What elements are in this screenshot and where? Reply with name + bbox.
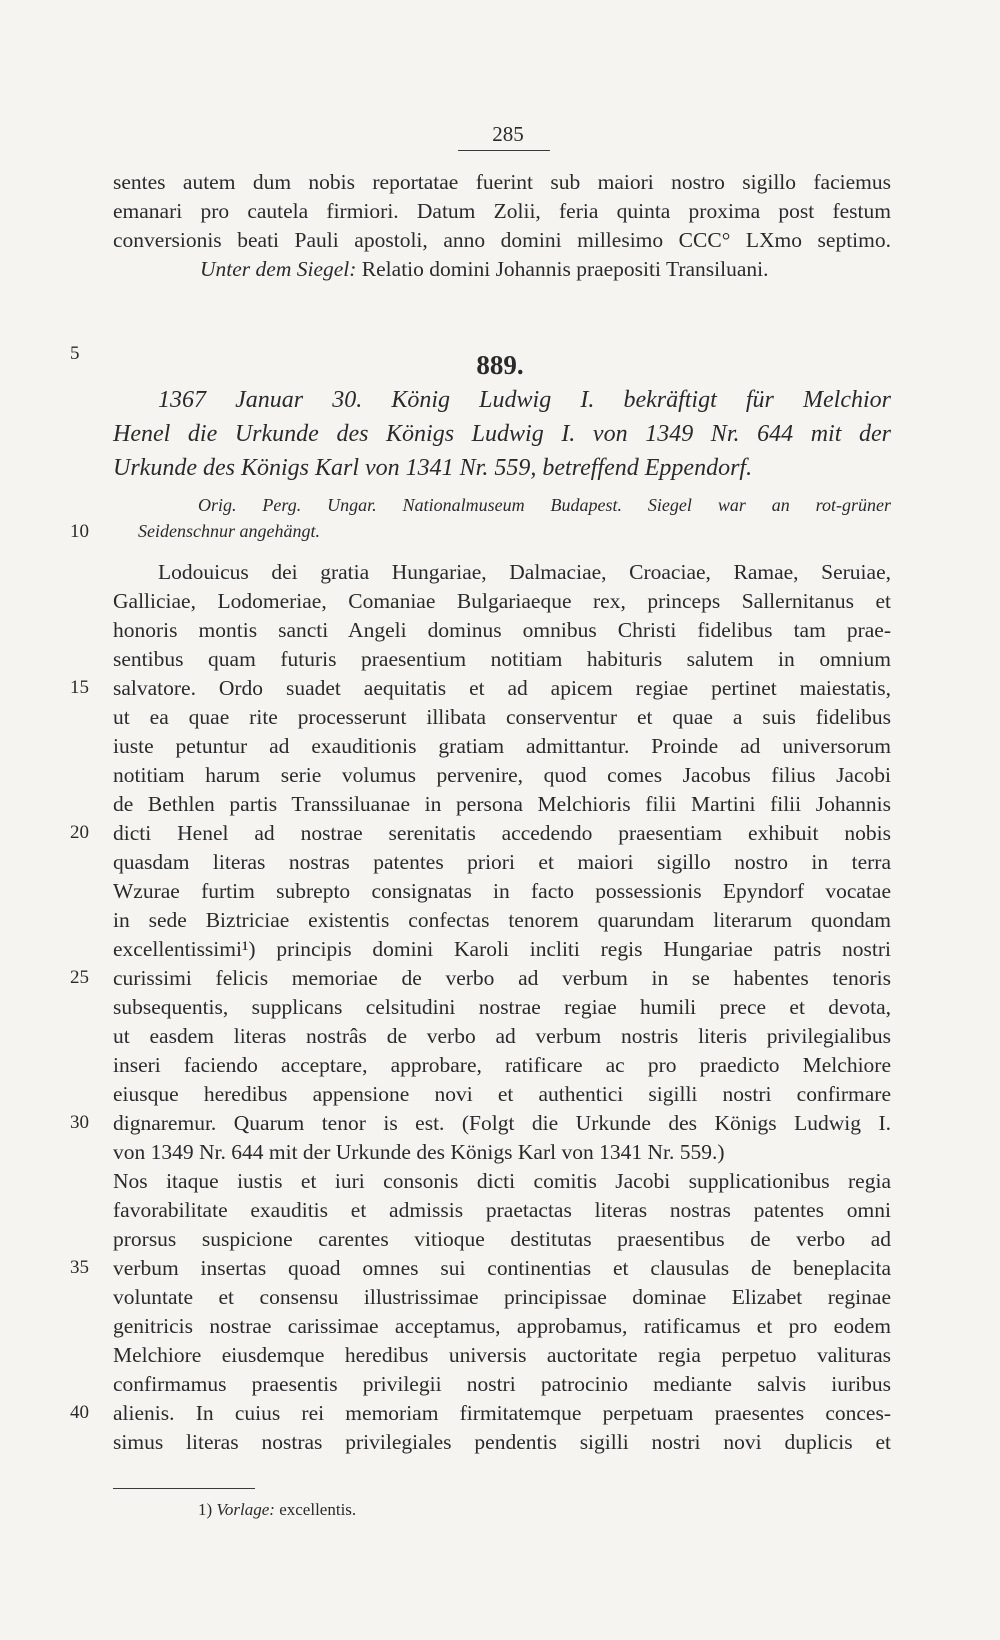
line-number: 30 xyxy=(70,1112,89,1133)
body-line-18: inseri faciendo acceptare, approbare, ratificare ac pro praedicto Melchiore xyxy=(113,1053,891,1077)
body-line-14: excellentissimi¹) principis domini Karoli incliti regis Hungariae patris nostri xyxy=(113,937,891,961)
body-line-21: von 1349 Nr. 644 mit der Urkunde des Königs Karl von 1341 Nr. 559.) xyxy=(113,1140,725,1164)
body-line-8: notitiam harum serie volumus pervenire, quod comes Jacobus filius Jacobi xyxy=(113,763,891,787)
body-line-26: voluntate et consensu illustrissimae principissae dominae Elizabet reginae xyxy=(113,1285,891,1309)
page-number-rule xyxy=(458,150,550,151)
heading-line-3: Urkunde des Königs Karl von 1341 Nr. 559, betreffend Eppendorf. xyxy=(113,455,753,481)
footnote-label: Vorlage: xyxy=(216,1500,275,1519)
under-seal-label: Unter dem Siegel: xyxy=(200,257,357,281)
under-seal-line xyxy=(200,255,891,283)
body-line-24: prorsus suspicione carentes vitioque destitutas praesentibus de verbo ad xyxy=(113,1227,891,1251)
line-number: 5 xyxy=(70,343,80,364)
document-number: 889. xyxy=(476,350,524,380)
line-number: 10 xyxy=(70,521,89,542)
source-line-2: Seidenschnur angehängt. xyxy=(138,521,320,541)
body-line-30: alienis. In cuius rei memoriam firmitatemque perpetuam praesentes conces- xyxy=(113,1401,891,1425)
top-line-1: sentes autem dum nobis reportatae fuerint sub maiori nostro sigillo faciemus xyxy=(113,170,891,194)
body-line-27: genitricis nostrae carissimae acceptamus, approbamus, ratificamus et pro eodem xyxy=(113,1314,891,1338)
body-line-6: ut ea quae rite processerunt illibata conserventur et quae a suis fidelibus xyxy=(113,705,891,729)
footnote-rule xyxy=(113,1488,255,1489)
body-line-25: verbum insertas quoad omnes sui continentias et clausulas de beneplacita xyxy=(113,1256,891,1280)
page-number: 285 xyxy=(492,122,524,146)
top-line-2: emanari pro cautela firmiori. Datum Zolii, feria quinta proxima post festum xyxy=(113,199,891,223)
heading-line-1: 1367 Januar 30. König Ludwig I. bekräftigt für Melchior xyxy=(158,387,891,413)
body-line-10: dicti Henel ad nostrae serenitatis accedendo praesentiam exhibuit nobis xyxy=(113,821,891,845)
body-line-15: curissimi felicis memoriae de verbo ad verbum in se habentes tenoris xyxy=(113,966,891,990)
body-line-23: favorabilitate exauditis et admissis praetactas literas nostras patentes omni xyxy=(113,1198,891,1222)
body-line-9: de Bethlen partis Transsiluanae in persona Melchioris filii Martini filii Johannis xyxy=(113,792,891,816)
line-number: 25 xyxy=(70,967,89,988)
footnote-text: excellentis. xyxy=(279,1500,357,1519)
body-line-17: ut easdem literas nostrâs de verbo ad verbum nostris literis privilegialibus xyxy=(113,1024,891,1048)
body-line-13: in sede Biztriciae existentis confectas tenorem quarundam literarum quondam xyxy=(113,908,891,932)
footnote xyxy=(198,1498,356,1522)
body-line-22: Nos itaque iustis et iuri consonis dicti comitis Jacobi supplicationibus regia xyxy=(113,1169,891,1193)
under-seal-text: Relatio domini Johannis praepositi Transiluani. xyxy=(361,257,769,281)
body-line-28: Melchiore eiusdemque heredibus universis auctoritate regia perpetuo valituras xyxy=(113,1343,891,1367)
body-line-12: Wzurae furtim subrepto consignatas in facto possessionis Epyndorf vocatae xyxy=(113,879,891,903)
top-line-3: conversionis beati Pauli apostoli, anno domini millesimo CCC° LXmo septimo. xyxy=(113,228,891,252)
body-line-31: simus literas nostras privilegiales pendentis sigilli nostri novi duplicis et xyxy=(113,1430,891,1454)
body-line-29: confirmamus praesentis privilegii nostri patrocinio mediante salvis iuribus xyxy=(113,1372,891,1396)
body-line-16: subsequentis, supplicans celsitudini nostrae regiae humili prece et devota, xyxy=(113,995,891,1019)
line-number: 35 xyxy=(70,1257,89,1278)
line-number: 20 xyxy=(70,822,89,843)
body-line-4: sentibus quam futuris praesentium notitiam habituris salutem in omnium xyxy=(113,647,891,671)
body-line-3: honoris montis sancti Angeli dominus omnibus Christi fidelibus tam prae- xyxy=(113,618,891,642)
body-line-20: dignaremur. Quarum tenor is est. (Folgt die Urkunde des Königs Ludwig I. xyxy=(113,1111,891,1135)
heading-line-2: Henel die Urkunde des Königs Ludwig I. von 1349 Nr. 644 mit der xyxy=(113,421,891,447)
body-line-7: iuste petuntur ad exauditionis gratiam admittantur. Proinde ad universorum xyxy=(113,734,891,758)
body-line-5: salvatore. Ordo suadet aequitatis et ad apicem regiae pertinet maiestatis, xyxy=(113,676,891,700)
line-number: 15 xyxy=(70,677,89,698)
body-line-2: Galliciae, Lodomeriae, Comaniae Bulgariaeque rex, princeps Sallernitanus et xyxy=(113,589,891,613)
footnote-mark: 1) xyxy=(198,1500,213,1519)
body-line-19: eiusque heredibus appensione novi et authentici sigilli nostri confirmare xyxy=(113,1082,891,1106)
line-number: 40 xyxy=(70,1402,89,1423)
source-line-1: Orig. Perg. Ungar. Nationalmuseum Budapest. Siegel war an rot-grüner xyxy=(198,495,891,515)
body-line-1: Lodouicus dei gratia Hungariae, Dalmaciae, Croaciae, Ramae, Seruiae, xyxy=(158,560,891,584)
body-line-11: quasdam literas nostras patentes priori et maiori sigillo nostro in terra xyxy=(113,850,891,874)
